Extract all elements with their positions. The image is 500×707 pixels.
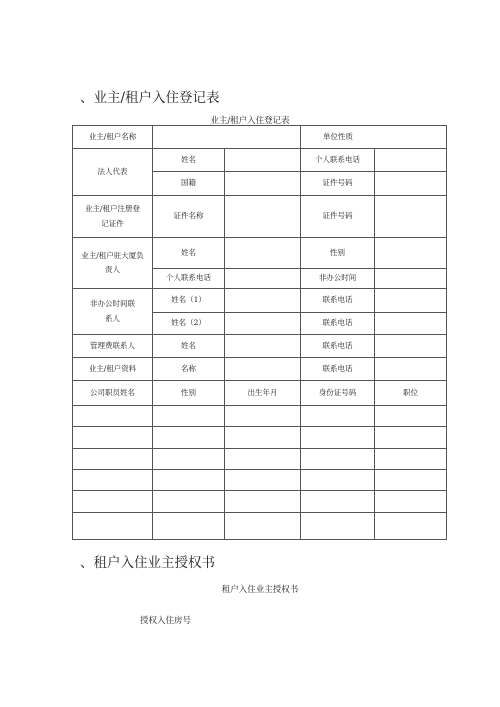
label-contact-name-2: 姓名（2） [152,312,225,335]
field-owner-name[interactable] [152,125,301,149]
label-info-name: 名称 [152,357,225,381]
field-mgmt-phone[interactable] [374,334,447,358]
registration-table [72,125,446,539]
field-legal-rep-phone[interactable] [374,148,447,172]
staff-row-cell[interactable] [224,469,301,491]
label-head-name: 姓名 [152,237,225,269]
field-unit-nature[interactable] [374,125,447,149]
header-birth: 出生年月 [224,380,301,406]
section-heading-authorization: 、租户入住业主授权书 [80,555,215,571]
staff-row-cell[interactable] [72,448,153,470]
field-head-name[interactable] [224,237,301,269]
label-legal-rep-id: 证件号码 [300,171,375,196]
field-head-phone[interactable] [224,268,301,289]
staff-row-cell[interactable] [224,490,301,513]
label-contact-phone-1: 联系电话 [300,288,375,313]
staff-row-cell[interactable] [152,426,225,449]
staff-row-cell[interactable] [152,448,225,470]
field-legal-rep-name[interactable] [224,148,301,172]
label-head-phone: 个人联系电话 [152,268,225,289]
field-legal-rep-id[interactable] [374,171,447,196]
label-owner-name: 业主/租户名称 [72,125,153,149]
label-mgmt-phone: 联系电话 [300,334,375,358]
label-unit-nature: 单位性质 [300,125,375,149]
staff-row-cell[interactable] [374,405,447,427]
label-gender: 性别 [300,237,375,269]
label-off-hours-contact: 非办公时间联系人 [72,288,153,335]
staff-row-cell[interactable] [72,469,153,491]
header-gender: 性别 [152,380,225,406]
field-contact-name-1[interactable] [224,288,301,313]
label-nationality: 国籍 [152,171,225,196]
label-contact-phone-2: 联系电话 [300,312,375,335]
staff-row-cell[interactable] [300,426,375,449]
staff-row-cell[interactable] [152,490,225,513]
staff-row-cell[interactable] [374,448,447,470]
staff-row-cell[interactable] [72,426,153,449]
staff-row-cell[interactable] [300,512,375,540]
authorization-caption: 租户入住业主授权书 [221,585,299,595]
staff-row-cell[interactable] [300,405,375,427]
staff-row-cell[interactable] [224,426,301,449]
field-mgmt-name[interactable] [224,334,301,358]
staff-row-cell[interactable] [374,490,447,513]
field-info-phone[interactable] [374,357,447,381]
field-contact-phone-1[interactable] [374,288,447,313]
label-owner-info: 业主/租户资料 [72,357,153,381]
field-nationality[interactable] [224,171,301,196]
section-heading-registration: 、业主/租户入住登记表 [80,90,220,106]
staff-row-cell[interactable] [152,469,225,491]
authorized-room-label: 授权入住房号 [140,616,192,626]
label-mgmt-name: 姓名 [152,334,225,358]
label-cert-id: 证件号码 [300,195,375,238]
field-gender[interactable] [374,237,447,269]
field-cert-name[interactable] [224,195,301,238]
staff-row-cell[interactable] [72,512,153,540]
label-off-hours: 非办公时间 [300,268,375,289]
label-legal-rep: 法人代表 [72,148,153,196]
staff-row-cell[interactable] [152,405,225,427]
staff-row-cell[interactable] [224,512,301,540]
label-legal-rep-phone: 个人联系电话 [300,148,375,172]
staff-row-cell[interactable] [152,512,225,540]
staff-row-cell[interactable] [374,469,447,491]
label-contact-name-1: 姓名（1） [152,288,225,313]
staff-row-cell[interactable] [300,469,375,491]
staff-row-cell[interactable] [300,448,375,470]
label-reg-cert: 业主/租户注册登记证件 [72,195,153,238]
staff-row-cell[interactable] [300,490,375,513]
staff-row-cell[interactable] [72,490,153,513]
label-legal-rep-name: 姓名 [152,148,225,172]
field-contact-phone-2[interactable] [374,312,447,335]
staff-row-cell[interactable] [224,448,301,470]
field-cert-id[interactable] [374,195,447,238]
header-position: 职位 [374,380,447,406]
header-staff-name: 公司职员姓名 [72,380,153,406]
staff-row-cell[interactable] [224,405,301,427]
staff-row-cell[interactable] [72,405,153,427]
staff-row-cell[interactable] [374,512,447,540]
field-info-name[interactable] [224,357,301,381]
staff-row-cell[interactable] [374,426,447,449]
label-resident-head: 业主/租户驻大厦负责人 [72,237,153,289]
table-caption: 业主/租户入住登记表 [210,116,290,126]
field-contact-name-2[interactable] [224,312,301,335]
label-info-phone: 联系电话 [300,357,375,381]
header-id-card: 身份证号码 [300,380,375,406]
label-cert-name: 证件名称 [152,195,225,238]
label-mgmt-contact: 管理费联系人 [72,334,153,358]
field-off-hours[interactable] [374,268,447,289]
